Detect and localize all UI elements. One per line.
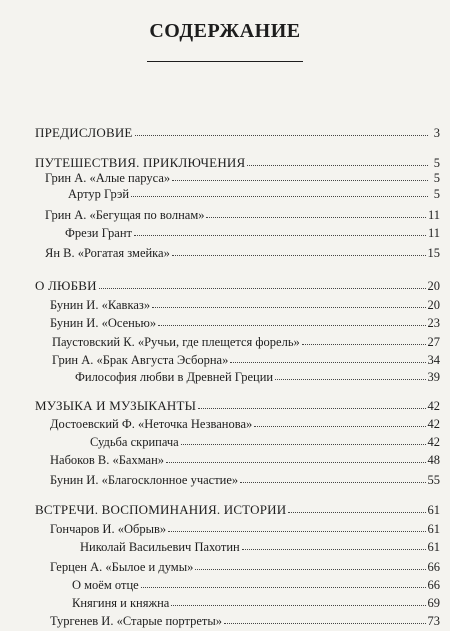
- toc-entry-label: Тургенев И. «Старые портреты»: [50, 614, 223, 628]
- toc-entry: [45, 245, 440, 261]
- toc-page-number: 5: [433, 156, 440, 170]
- toc-page-number: 55: [427, 473, 440, 487]
- dot-leader: [198, 398, 425, 409]
- toc-entry-label: Николай Васильевич Пахотин: [80, 540, 240, 554]
- toc-entry-label: Грин А. «Алые паруса»: [45, 171, 171, 185]
- toc-entry: [50, 297, 440, 313]
- toc-subentry: [90, 434, 440, 450]
- toc-entry-label: Философия любви в Древней Греции: [75, 370, 274, 384]
- toc-entry-label: Достоевский Ф. «Неточка Незванова»: [50, 417, 253, 431]
- toc-page-number: 42: [427, 399, 440, 413]
- toc-entry-label: Паустовский К. «Ручьи, где плещется форель»: [52, 335, 300, 349]
- toc-entry: [50, 559, 440, 575]
- dot-leader: [141, 577, 426, 588]
- toc-section-love: [35, 278, 440, 294]
- toc-entry-label: ПРЕДИСЛОВИЕ: [35, 125, 133, 140]
- dot-leader: [224, 613, 425, 624]
- dot-leader: [302, 334, 426, 345]
- toc-page-number: 3: [433, 126, 440, 140]
- toc-page-number: 66: [427, 560, 440, 574]
- dot-leader: [230, 352, 425, 363]
- dot-leader: [206, 207, 425, 218]
- toc-subentry: [68, 186, 440, 202]
- toc-entry: [50, 521, 440, 537]
- toc-page-number: 20: [427, 279, 440, 293]
- toc-page-number: 27: [427, 335, 440, 349]
- dot-leader: [99, 278, 426, 289]
- toc-page-number: 15: [427, 246, 440, 260]
- toc-entry-label: Артур Грэй: [68, 187, 130, 201]
- toc-page-number: 11: [427, 208, 440, 222]
- dot-leader: [166, 452, 425, 463]
- toc-entry-label: Бунин И. «Благосклонное участие»: [50, 473, 239, 487]
- toc-entry-label: Гончаров И. «Обрыв»: [50, 522, 167, 536]
- toc-section-music: [35, 398, 440, 414]
- dot-leader: [247, 155, 428, 166]
- toc-entry: [50, 472, 440, 488]
- dot-leader: [181, 434, 426, 445]
- toc-entry-label: ВСТРЕЧИ. ВОСПОМИНАНИЯ. ИСТОРИИ: [35, 502, 287, 517]
- toc-page-number: 48: [427, 453, 440, 467]
- toc-entry-label: О ЛЮБВИ: [35, 278, 97, 293]
- dot-leader: [171, 595, 425, 606]
- dot-leader: [168, 521, 425, 532]
- dot-leader: [172, 245, 426, 256]
- toc-subentry: [72, 595, 440, 611]
- dot-leader: [195, 559, 425, 570]
- toc-entry: [50, 315, 440, 331]
- toc-page-number: 39: [427, 370, 440, 384]
- toc-entry: [50, 416, 440, 432]
- dot-leader: [158, 315, 425, 326]
- toc-page-number: 42: [427, 435, 440, 449]
- toc-page-number: 5: [433, 187, 440, 201]
- toc-entry-label: О моём отце: [72, 578, 139, 592]
- toc-page-number: 11: [427, 226, 440, 240]
- toc-page-number: 73: [427, 614, 440, 628]
- dot-leader: [152, 297, 425, 308]
- dot-leader: [240, 472, 425, 483]
- toc-entry-label: ПУТЕШЕСТВИЯ. ПРИКЛЮЧЕНИЯ: [35, 155, 246, 170]
- toc-entry-label: Грин А. «Брак Августа Эсборна»: [52, 353, 229, 367]
- toc-page-number: 42: [427, 417, 440, 431]
- dot-leader: [275, 369, 425, 380]
- toc-entry: [45, 207, 440, 223]
- toc-entry-label: МУЗЫКА И МУЗЫКАНТЫ: [35, 398, 197, 413]
- dot-leader: [242, 539, 426, 550]
- toc-page-number: 20: [427, 298, 440, 312]
- dot-leader: [288, 502, 425, 513]
- toc-entry: [50, 613, 440, 629]
- dot-leader: [131, 186, 428, 197]
- toc-entry-label: Княгиня и княжна: [72, 596, 170, 610]
- toc-entry: [52, 352, 440, 368]
- toc-page-number: 61: [427, 522, 440, 536]
- toc-entry-label: Ян В. «Рогатая змейка»: [45, 246, 170, 260]
- toc-section-travel: [35, 155, 440, 171]
- toc-entry-label: Судьба скрипача: [90, 435, 179, 449]
- toc-subentry: [75, 369, 440, 385]
- toc-entry: [45, 170, 440, 186]
- toc-page-number: 34: [427, 353, 440, 367]
- dot-leader: [254, 416, 425, 427]
- toc-page-number: 5: [433, 171, 440, 185]
- dot-leader: [135, 125, 428, 136]
- toc-page-number: 61: [427, 503, 440, 517]
- toc-page-number: 66: [427, 578, 440, 592]
- page-title: СОДЕРЖАНИЕ: [149, 20, 301, 42]
- toc-section-preface: [35, 125, 440, 141]
- toc-page-number: 23: [427, 316, 440, 330]
- toc-entry-label: Набоков В. «Бахман»: [50, 453, 165, 467]
- toc-subentry: [72, 577, 440, 593]
- toc-entry: [50, 452, 440, 468]
- toc-entry: [52, 334, 440, 350]
- toc-subentry: [80, 539, 440, 555]
- toc-page-number: 61: [427, 540, 440, 554]
- dot-leader: [172, 170, 428, 181]
- toc-entry-label: Грин А. «Бегущая по волнам»: [45, 208, 205, 222]
- toc-section-memories: [35, 502, 440, 518]
- toc-page-number: 69: [427, 596, 440, 610]
- toc-entry-label: Фрези Грант: [65, 226, 132, 240]
- toc-entry-label: Бунин И. «Кавказ»: [50, 298, 151, 312]
- toc-entry-label: Бунин И. «Осенью»: [50, 316, 157, 330]
- dot-leader: [134, 225, 426, 236]
- toc-subentry: [65, 225, 440, 241]
- toc-entry-label: Герцен А. «Былое и думы»: [50, 560, 194, 574]
